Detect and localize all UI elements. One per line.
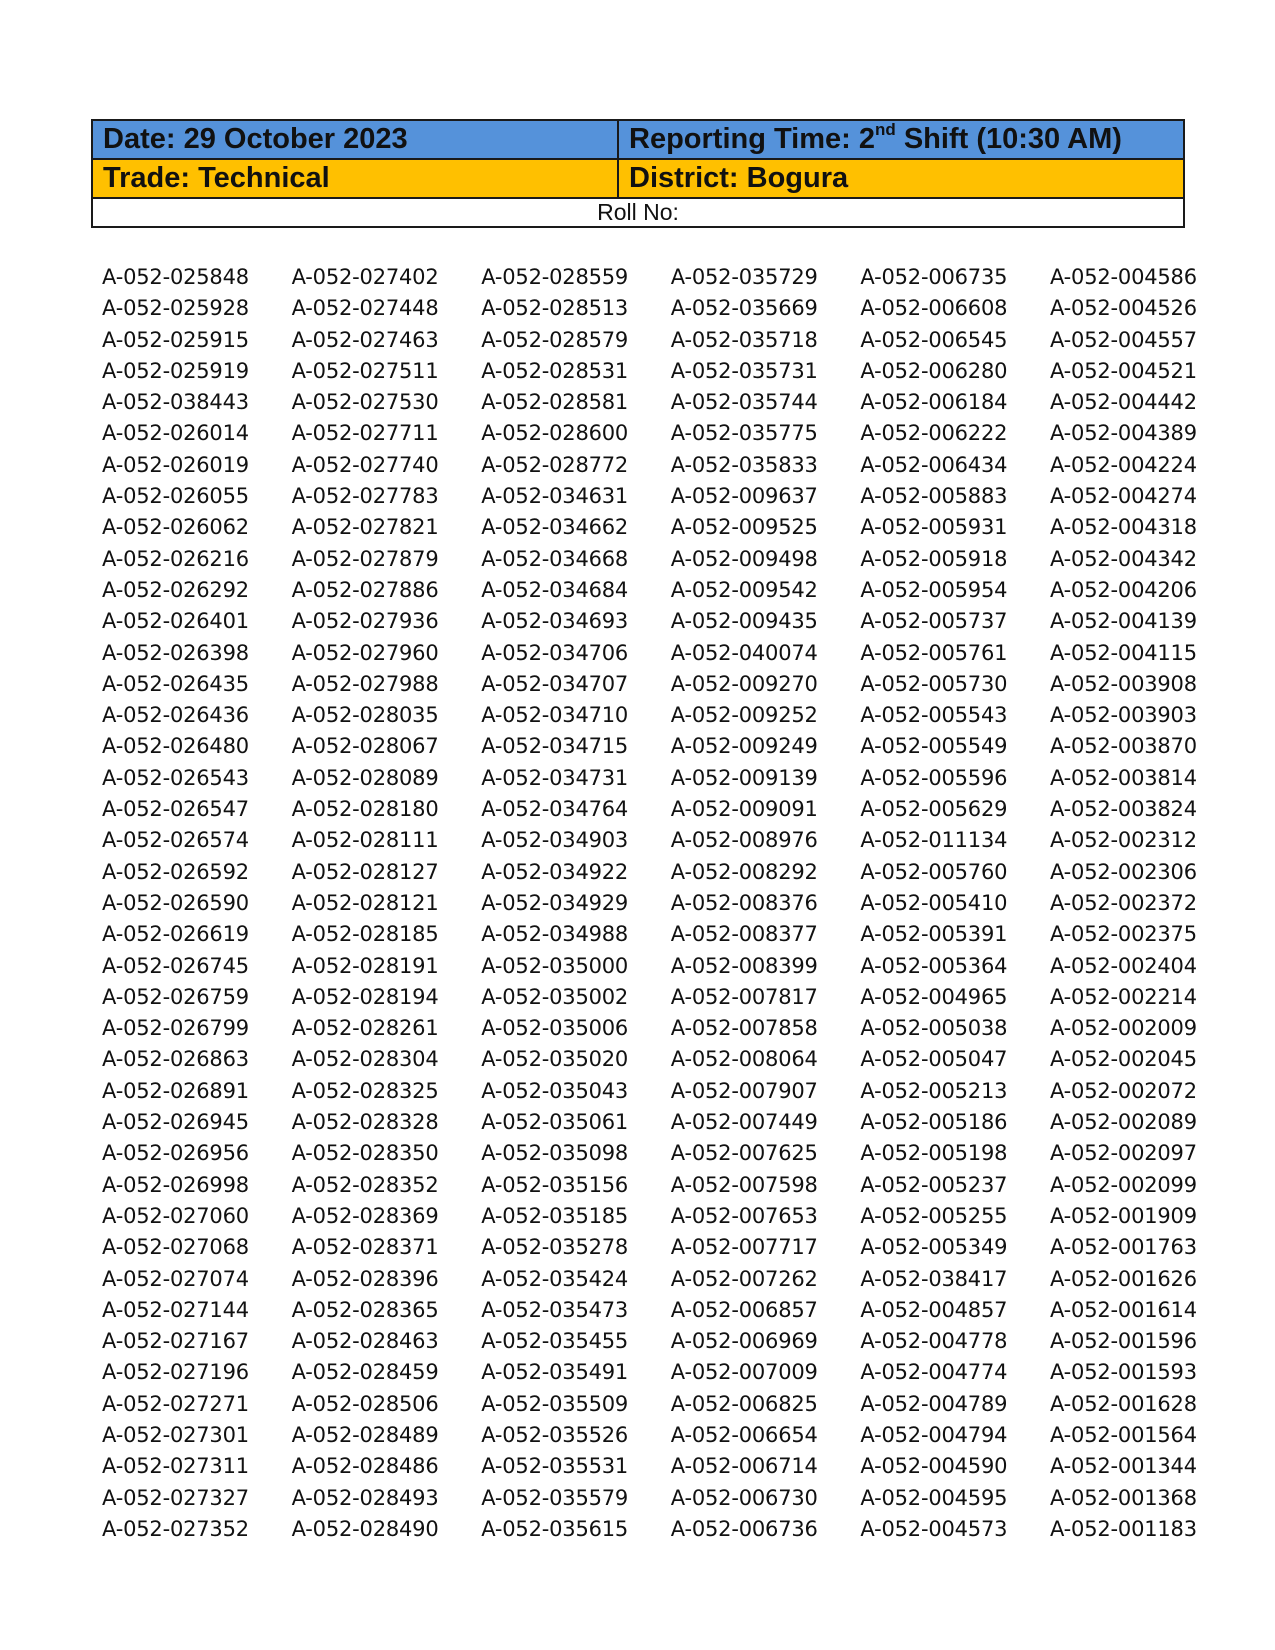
roll-number: A-052-003824: [1049, 797, 1197, 822]
roll-number: A-052-011134: [860, 828, 1008, 853]
header-row-trade: [92, 159, 1184, 198]
roll-number: A-052-028328: [291, 1110, 439, 1135]
roll-number: A-052-001344: [1049, 1454, 1197, 1479]
roll-number: A-052-035775: [670, 421, 818, 446]
roll-column: [481, 262, 671, 1545]
roll-number: A-052-005883: [860, 484, 1008, 509]
roll-number: A-052-002045: [1049, 1047, 1197, 1072]
roll-number: A-052-035729: [670, 265, 818, 289]
roll-number: A-052-005198: [860, 1141, 1008, 1166]
trade-cell: [92, 159, 618, 198]
roll-number: A-052-001626: [1049, 1266, 1197, 1291]
roll-number: A-052-034693: [481, 609, 629, 634]
roll-number: A-052-001593: [1049, 1360, 1197, 1385]
roll-number: A-052-001596: [1049, 1329, 1197, 1354]
roll-number: A-052-005918: [860, 546, 1008, 571]
roll-number: A-052-035744: [670, 390, 818, 415]
roll-number: A-052-026863: [102, 1047, 249, 1072]
roll-number: A-052-026216: [102, 546, 249, 571]
roll-number: A-052-004778: [860, 1329, 1008, 1354]
roll-number: A-052-001368: [1049, 1485, 1197, 1510]
roll-number: A-052-040074: [670, 640, 818, 665]
roll-number: A-052-009249: [670, 734, 818, 759]
roll-number: A-052-027511: [291, 358, 439, 383]
roll-number: A-052-009637: [670, 484, 818, 509]
roll-number: A-052-004965: [860, 984, 1008, 1009]
roll-number: A-052-027821: [291, 515, 439, 540]
roll-number: A-052-004857: [860, 1297, 1008, 1322]
roll-number: A-052-009139: [670, 765, 818, 790]
roll-number: A-052-027783: [291, 484, 439, 509]
date-text: Date: 29 October 2023: [103, 123, 408, 155]
roll-number: A-052-038417: [860, 1266, 1008, 1291]
roll-number: A-052-004389: [1049, 421, 1197, 446]
roll-number-grid: [102, 262, 1240, 1545]
roll-number: A-052-028459: [291, 1360, 439, 1385]
roll-number: A-052-026019: [102, 452, 249, 477]
roll-number: A-052-035731: [670, 358, 818, 383]
roll-number: A-052-006280: [860, 358, 1008, 383]
roll-number: A-052-028369: [291, 1203, 439, 1228]
roll-number: A-052-009542: [670, 577, 818, 602]
roll-number: A-052-002099: [1049, 1172, 1197, 1197]
roll-number: A-052-028325: [291, 1078, 439, 1103]
roll-column: [102, 262, 292, 1545]
roll-number: A-052-004274: [1049, 484, 1197, 509]
roll-number: A-052-001614: [1049, 1297, 1197, 1322]
roll-number: A-052-007262: [670, 1266, 818, 1291]
roll-number: A-052-027196: [102, 1360, 249, 1385]
roll-number: A-052-026799: [102, 1016, 249, 1041]
roll-number: A-052-005730: [860, 671, 1008, 696]
roll-number: A-052-005629: [860, 797, 1008, 822]
roll-number: A-052-005737: [860, 609, 1008, 634]
roll-column: [292, 262, 482, 1545]
roll-number: A-052-027402: [291, 265, 439, 289]
roll-number: A-052-008376: [670, 890, 818, 915]
roll-number: A-052-006545: [860, 327, 1008, 352]
roll-number: A-052-026292: [102, 577, 249, 602]
roll-number: A-052-028600: [481, 421, 629, 446]
roll-number: A-052-034903: [481, 828, 629, 853]
roll-number: A-052-004115: [1049, 640, 1197, 665]
roll-number: A-052-001909: [1049, 1203, 1197, 1228]
roll-number: A-052-025919: [102, 358, 249, 383]
roll-number: A-052-002072: [1049, 1078, 1197, 1103]
roll-number: A-052-002214: [1049, 984, 1197, 1009]
roll-number: A-052-004595: [860, 1485, 1008, 1510]
roll-number: A-052-028185: [291, 922, 439, 947]
roll-number: A-052-004794: [860, 1422, 1008, 1447]
roll-number: A-052-034731: [481, 765, 629, 790]
roll-number: A-052-026398: [102, 640, 249, 665]
roll-number: A-052-027960: [291, 640, 439, 665]
roll-number: A-052-006714: [670, 1454, 818, 1479]
roll-number: A-052-034988: [481, 922, 629, 947]
roll-number: A-052-026401: [102, 609, 249, 634]
roll-number: A-052-028581: [481, 390, 629, 415]
roll-number: A-052-034929: [481, 890, 629, 915]
roll-number: A-052-004789: [860, 1391, 1008, 1416]
roll-number: A-052-028180: [291, 797, 439, 822]
roll-number: A-052-034710: [481, 703, 629, 728]
roll-number: A-052-002089: [1049, 1110, 1197, 1135]
roll-number: A-052-028531: [481, 358, 629, 383]
roll-number: A-052-028489: [291, 1422, 439, 1447]
roll-number: A-052-035061: [481, 1110, 629, 1135]
roll-number: A-052-002372: [1049, 890, 1197, 915]
roll-number: A-052-035833: [670, 452, 818, 477]
roll-number: A-052-035424: [481, 1266, 629, 1291]
roll-number: A-052-005186: [860, 1110, 1008, 1135]
roll-number: A-052-006735: [860, 265, 1008, 289]
reporting-time-cell: [618, 120, 1184, 159]
roll-number: A-052-028304: [291, 1047, 439, 1072]
roll-number: A-052-008292: [670, 859, 818, 884]
reporting-time-prefix: Reporting Time: 2: [629, 123, 875, 155]
roll-number: A-052-007625: [670, 1141, 818, 1166]
roll-number: A-052-027301: [102, 1422, 249, 1447]
roll-number: A-052-035473: [481, 1297, 629, 1322]
roll-number: A-052-034631: [481, 484, 629, 509]
date-cell: [92, 120, 618, 159]
roll-number: A-052-004586: [1049, 265, 1197, 289]
roll-number: A-052-004590: [860, 1454, 1008, 1479]
roll-number: A-052-026592: [102, 859, 249, 884]
roll-number: A-052-006825: [670, 1391, 818, 1416]
roll-number: A-052-028111: [291, 828, 439, 853]
roll-number: A-052-026891: [102, 1078, 249, 1103]
roll-number: A-052-008976: [670, 828, 818, 853]
roll-number: A-052-004774: [860, 1360, 1008, 1385]
roll-number: A-052-028089: [291, 765, 439, 790]
roll-number: A-052-035531: [481, 1454, 629, 1479]
roll-number: A-052-026435: [102, 671, 249, 696]
roll-number: A-052-006184: [860, 390, 1008, 415]
roll-number: A-052-007598: [670, 1172, 818, 1197]
roll-number: A-052-026998: [102, 1172, 249, 1197]
roll-number: A-052-005364: [860, 953, 1008, 978]
roll-number: A-052-005038: [860, 1016, 1008, 1041]
roll-number: A-052-004557: [1049, 327, 1197, 352]
roll-number: A-052-026547: [102, 797, 249, 822]
roll-number: A-052-034715: [481, 734, 629, 759]
roll-number: A-052-028493: [291, 1485, 439, 1510]
roll-number: A-052-006857: [670, 1297, 818, 1322]
roll-number: A-052-009498: [670, 546, 818, 571]
roll-number: A-052-005213: [860, 1078, 1008, 1103]
roll-number: A-052-028559: [481, 265, 629, 289]
roll-number: A-052-008377: [670, 922, 818, 947]
roll-number: A-052-028396: [291, 1266, 439, 1291]
roll-number: A-052-027074: [102, 1266, 249, 1291]
roll-number: A-052-027352: [102, 1516, 249, 1541]
roll-number: A-052-025848: [102, 265, 249, 289]
roll-column: [671, 262, 861, 1545]
roll-number: A-052-002097: [1049, 1141, 1197, 1166]
roll-number: A-052-026945: [102, 1110, 249, 1135]
roll-number: A-052-026014: [102, 421, 249, 446]
roll-number: A-052-009252: [670, 703, 818, 728]
roll-number: A-052-005237: [860, 1172, 1008, 1197]
roll-number: A-052-026745: [102, 953, 249, 978]
roll-number: A-052-027463: [291, 327, 439, 352]
roll-number: A-052-005596: [860, 765, 1008, 790]
roll-label: Roll No:: [92, 198, 1184, 227]
roll-number: A-052-035098: [481, 1141, 629, 1166]
roll-number: A-052-028513: [481, 296, 629, 321]
roll-number: A-052-035156: [481, 1172, 629, 1197]
roll-column: [860, 262, 1050, 1545]
roll-number: A-052-028352: [291, 1172, 439, 1197]
roll-number: A-052-028371: [291, 1235, 439, 1260]
roll-number: A-052-025928: [102, 296, 249, 321]
roll-number: A-052-026062: [102, 515, 249, 540]
header-row-date: [92, 120, 1184, 159]
roll-number: A-052-005549: [860, 734, 1008, 759]
roll-number: A-052-007449: [670, 1110, 818, 1135]
roll-number: A-052-005954: [860, 577, 1008, 602]
roll-number: A-052-026543: [102, 765, 249, 790]
roll-number: A-052-006969: [670, 1329, 818, 1354]
roll-number: A-052-006434: [860, 452, 1008, 477]
roll-number: A-052-028121: [291, 890, 439, 915]
reporting-time-suffix: Shift (10:30 AM): [895, 123, 1122, 155]
roll-number: A-052-028579: [481, 327, 629, 352]
roll-number: A-052-035020: [481, 1047, 629, 1072]
roll-number: A-052-026480: [102, 734, 249, 759]
roll-number: A-052-028035: [291, 703, 439, 728]
roll-number: A-052-035002: [481, 984, 629, 1009]
roll-number: A-052-009270: [670, 671, 818, 696]
roll-number: A-052-034684: [481, 577, 629, 602]
roll-number: A-052-038443: [102, 390, 249, 415]
roll-number: A-052-001628: [1049, 1391, 1197, 1416]
roll-number: A-052-005543: [860, 703, 1008, 728]
roll-number: A-052-035000: [481, 953, 629, 978]
roll-number: A-052-034668: [481, 546, 629, 571]
roll-number: A-052-028486: [291, 1454, 439, 1479]
roll-number: A-052-028490: [291, 1516, 439, 1541]
roll-number: A-052-005255: [860, 1203, 1008, 1228]
roll-number: A-052-034662: [481, 515, 629, 540]
roll-number: A-052-005349: [860, 1235, 1008, 1260]
roll-number: A-052-004526: [1049, 296, 1197, 321]
roll-number: A-052-026759: [102, 984, 249, 1009]
roll-number: A-052-028365: [291, 1297, 439, 1322]
roll-number: A-052-028194: [291, 984, 439, 1009]
roll-column: [1050, 262, 1240, 1545]
roll-number: A-052-001763: [1049, 1235, 1197, 1260]
roll-number: A-052-005761: [860, 640, 1008, 665]
roll-number: A-052-005760: [860, 859, 1008, 884]
roll-number: A-052-007009: [670, 1360, 818, 1385]
roll-number: A-052-035043: [481, 1078, 629, 1103]
district-cell: [618, 159, 1184, 198]
roll-number: A-052-003814: [1049, 765, 1197, 790]
roll-number: A-052-006654: [670, 1422, 818, 1447]
header-table: [91, 119, 1185, 228]
roll-number: A-052-028350: [291, 1141, 439, 1166]
roll-number: A-052-035185: [481, 1203, 629, 1228]
roll-number: A-052-028261: [291, 1016, 439, 1041]
roll-number: A-052-002306: [1049, 859, 1197, 884]
roll-number: A-052-009091: [670, 797, 818, 822]
roll-number: A-052-035718: [670, 327, 818, 352]
roll-number: A-052-027711: [291, 421, 439, 446]
roll-number: A-052-035509: [481, 1391, 629, 1416]
roll-number: A-052-035526: [481, 1422, 629, 1447]
roll-number: A-052-007717: [670, 1235, 818, 1260]
roll-number: A-052-027936: [291, 609, 439, 634]
roll-number: A-052-005047: [860, 1047, 1008, 1072]
roll-number: A-052-027060: [102, 1203, 249, 1228]
roll-number: A-052-004206: [1049, 577, 1197, 602]
roll-number: A-052-006736: [670, 1516, 818, 1541]
roll-number: A-052-025915: [102, 327, 249, 352]
roll-number: A-052-026436: [102, 703, 249, 728]
roll-number: A-052-035669: [670, 296, 818, 321]
roll-number: A-052-027740: [291, 452, 439, 477]
roll-number: A-052-026956: [102, 1141, 249, 1166]
roll-number: A-052-028772: [481, 452, 629, 477]
roll-number: A-052-002375: [1049, 922, 1197, 947]
roll-number: A-052-027327: [102, 1485, 249, 1510]
roll-number: A-052-003870: [1049, 734, 1197, 759]
roll-number: A-052-008399: [670, 953, 818, 978]
roll-number: A-052-004139: [1049, 609, 1197, 634]
roll-number: A-052-006608: [860, 296, 1008, 321]
roll-number: A-052-028191: [291, 953, 439, 978]
roll-number: A-052-027988: [291, 671, 439, 696]
roll-number: A-052-006730: [670, 1485, 818, 1510]
roll-number: A-052-007858: [670, 1016, 818, 1041]
roll-number: A-052-034707: [481, 671, 629, 696]
roll-number: A-052-026590: [102, 890, 249, 915]
roll-number: A-052-009525: [670, 515, 818, 540]
district-text: District: Bogura: [629, 162, 849, 194]
roll-number: A-052-004573: [860, 1516, 1008, 1541]
roll-number: A-052-005410: [860, 890, 1008, 915]
roll-number: A-052-007653: [670, 1203, 818, 1228]
roll-number: A-052-027311: [102, 1454, 249, 1479]
roll-number: A-052-002009: [1049, 1016, 1197, 1041]
roll-number: A-052-004521: [1049, 358, 1197, 383]
roll-number: A-052-027530: [291, 390, 439, 415]
roll-number: A-052-026574: [102, 828, 249, 853]
roll-number: A-052-004318: [1049, 515, 1197, 540]
roll-number: A-052-007907: [670, 1078, 818, 1103]
roll-number: A-052-034706: [481, 640, 629, 665]
trade-text: Trade: Technical: [103, 162, 330, 194]
roll-number: A-052-006222: [860, 421, 1008, 446]
roll-number: A-052-007817: [670, 984, 818, 1009]
roll-number: A-052-035491: [481, 1360, 629, 1385]
roll-number: A-052-028067: [291, 734, 439, 759]
roll-number: A-052-001564: [1049, 1422, 1197, 1447]
roll-number: A-052-028127: [291, 859, 439, 884]
roll-number: A-052-003908: [1049, 671, 1197, 696]
roll-number: A-052-004342: [1049, 546, 1197, 571]
roll-number: A-052-035006: [481, 1016, 629, 1041]
roll-number: A-052-027144: [102, 1297, 249, 1322]
roll-number: A-052-004442: [1049, 390, 1197, 415]
roll-number: A-052-026619: [102, 922, 249, 947]
roll-number: A-052-001183: [1049, 1516, 1197, 1541]
roll-number: A-052-009435: [670, 609, 818, 634]
roll-number: A-052-035579: [481, 1485, 629, 1510]
roll-number: A-052-034922: [481, 859, 629, 884]
header-row-roll: [92, 198, 1184, 227]
roll-number: A-052-028463: [291, 1329, 439, 1354]
roll-number: A-052-003903: [1049, 703, 1197, 728]
roll-number: A-052-027068: [102, 1235, 249, 1260]
roll-number: A-052-035278: [481, 1235, 629, 1260]
roll-number: A-052-028506: [291, 1391, 439, 1416]
roll-number: A-052-026055: [102, 484, 249, 509]
roll-number: A-052-005931: [860, 515, 1008, 540]
roll-number: A-052-035615: [481, 1516, 629, 1541]
roll-number: A-052-027879: [291, 546, 439, 571]
roll-number: A-052-034764: [481, 797, 629, 822]
roll-number: A-052-002312: [1049, 828, 1197, 853]
roll-number: A-052-004224: [1049, 452, 1197, 477]
roll-number: A-052-027271: [102, 1391, 249, 1416]
roll-number: A-052-005391: [860, 922, 1008, 947]
roll-number: A-052-002404: [1049, 953, 1197, 978]
reporting-time-ordinal: nd: [875, 120, 896, 140]
roll-number: A-052-027448: [291, 296, 439, 321]
roll-number: A-052-035455: [481, 1329, 629, 1354]
roll-number: A-052-027886: [291, 577, 439, 602]
roll-number: A-052-027167: [102, 1329, 249, 1354]
roll-number: A-052-008064: [670, 1047, 818, 1072]
